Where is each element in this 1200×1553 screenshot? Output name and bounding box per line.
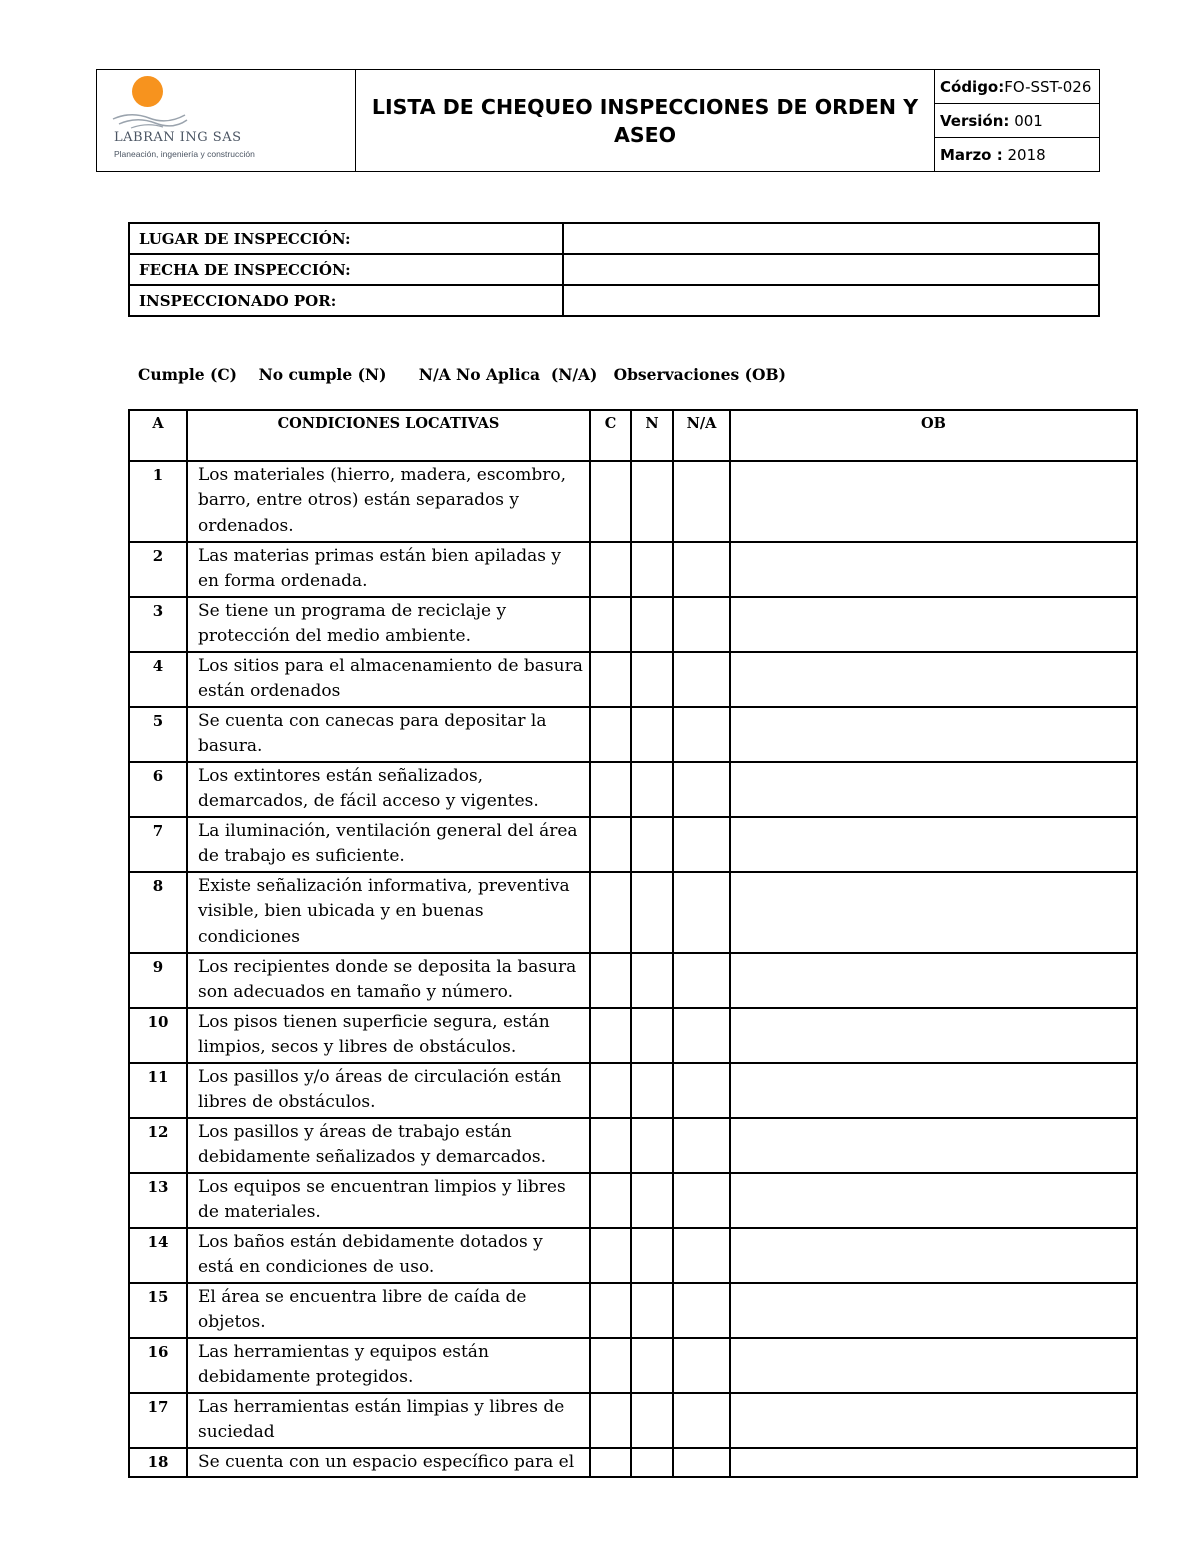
item-observaciones-cell[interactable] (730, 1228, 1137, 1283)
item-no-cumple-cell[interactable] (631, 1118, 673, 1173)
item-no-aplica-cell[interactable] (673, 953, 730, 1008)
header-ob: OB (730, 410, 1137, 461)
header-n: N (631, 410, 673, 461)
item-no-cumple-cell[interactable] (631, 1338, 673, 1393)
header-desc: CONDICIONES LOCATIVAS (187, 410, 590, 461)
item-cumple-cell[interactable] (590, 1283, 631, 1338)
item-number: 3 (129, 597, 187, 652)
item-condition: Se cuenta con un espacio específico para el (187, 1448, 590, 1477)
item-no-aplica-cell[interactable] (673, 1448, 730, 1477)
item-no-aplica-cell[interactable] (673, 1283, 730, 1338)
item-condition: Los extintores están señalizados, demarcados, de fácil acceso y vigentes. (187, 762, 590, 817)
item-no-cumple-cell[interactable] (631, 461, 673, 542)
item-no-cumple-cell[interactable] (631, 817, 673, 872)
item-no-aplica-cell[interactable] (673, 762, 730, 817)
item-observaciones-cell[interactable] (730, 1393, 1137, 1448)
checklist-header-row (129, 410, 1137, 461)
item-no-cumple-cell[interactable] (631, 1228, 673, 1283)
logo-company-name: LABRAN ING SAS (114, 130, 242, 145)
header-num: A (129, 410, 187, 461)
checklist-table (128, 409, 1138, 1478)
item-no-aplica-cell[interactable] (673, 1228, 730, 1283)
item-no-cumple-cell[interactable] (631, 1063, 673, 1118)
item-observaciones-cell[interactable] (730, 597, 1137, 652)
item-condition: Existe señalización informativa, preventiva visible, bien ubicada y en buenas condiciones (187, 872, 590, 953)
item-number: 10 (129, 1008, 187, 1063)
item-cumple-cell[interactable] (590, 597, 631, 652)
item-no-cumple-cell[interactable] (631, 872, 673, 953)
item-number: 13 (129, 1173, 187, 1228)
item-no-cumple-cell[interactable] (631, 652, 673, 707)
item-observaciones-cell[interactable] (730, 1063, 1137, 1118)
item-observaciones-cell[interactable] (730, 953, 1137, 1008)
item-number: 15 (129, 1283, 187, 1338)
checklist-row (129, 1393, 1137, 1448)
fecha-inspeccion-field[interactable] (563, 254, 1099, 285)
item-condition: Los baños están debidamente dotados y está en condiciones de uso. (187, 1228, 590, 1283)
fecha-label: Marzo : (940, 145, 1003, 164)
item-number: 17 (129, 1393, 187, 1448)
item-condition: Los equipos se encuentran limpios y libres de materiales. (187, 1173, 590, 1228)
item-cumple-cell[interactable] (590, 652, 631, 707)
item-no-aplica-cell[interactable] (673, 1338, 730, 1393)
logo-tagline: Planeación, ingeniería y construcción (114, 149, 255, 159)
item-no-aplica-cell[interactable] (673, 1063, 730, 1118)
item-cumple-cell[interactable] (590, 762, 631, 817)
checklist-row (129, 872, 1137, 953)
codigo-value: FO-SST-026 (1004, 77, 1092, 96)
item-no-aplica-cell[interactable] (673, 542, 730, 597)
item-observaciones-cell[interactable] (730, 1338, 1137, 1393)
item-observaciones-cell[interactable] (730, 707, 1137, 762)
item-observaciones-cell[interactable] (730, 1173, 1137, 1228)
header-c: C (590, 410, 631, 461)
header-na: N/A (673, 410, 730, 461)
codigo-label: Código: (940, 77, 1005, 96)
checklist-row (129, 652, 1137, 707)
item-condition: Las herramientas están limpias y libres de suciedad (187, 1393, 590, 1448)
item-condition: Los sitios para el almacenamiento de basura están ordenados (187, 652, 590, 707)
checklist-row (129, 762, 1137, 817)
item-no-aplica-cell[interactable] (673, 1393, 730, 1448)
item-no-cumple-cell[interactable] (631, 542, 673, 597)
inspector-row (129, 285, 1099, 316)
document-meta (935, 70, 1099, 171)
lugar-label: LUGAR DE INSPECCIÓN: (129, 223, 563, 254)
checklist-row (129, 953, 1137, 1008)
item-number: 11 (129, 1063, 187, 1118)
item-cumple-cell[interactable] (590, 817, 631, 872)
item-observaciones-cell[interactable] (730, 762, 1137, 817)
item-cumple-cell[interactable] (590, 461, 631, 542)
item-number: 16 (129, 1338, 187, 1393)
lugar-row (129, 223, 1099, 254)
item-no-aplica-cell[interactable] (673, 872, 730, 953)
item-observaciones-cell[interactable] (730, 652, 1137, 707)
item-cumple-cell[interactable] (590, 1118, 631, 1173)
version-label: Versión: (940, 111, 1010, 130)
item-no-cumple-cell[interactable] (631, 597, 673, 652)
checklist-row (129, 817, 1137, 872)
item-observaciones-cell[interactable] (730, 1118, 1137, 1173)
item-no-aplica-cell[interactable] (673, 652, 730, 707)
fecha-row (935, 138, 1099, 171)
fecha-inspeccion-label: FECHA DE INSPECCIÓN: (129, 254, 563, 285)
item-no-cumple-cell[interactable] (631, 1393, 673, 1448)
item-cumple-cell[interactable] (590, 707, 631, 762)
waves-icon (109, 103, 189, 129)
item-condition: Los pasillos y áreas de trabajo están debidamente señalizados y demarcados. (187, 1118, 590, 1173)
item-condition: Se cuenta con canecas para depositar la basura. (187, 707, 590, 762)
item-no-aplica-cell[interactable] (673, 1118, 730, 1173)
item-cumple-cell[interactable] (590, 1008, 631, 1063)
item-condition: Los pisos tienen superficie segura, están limpios, secos y libres de obstáculos. (187, 1008, 590, 1063)
item-no-aplica-cell[interactable] (673, 1173, 730, 1228)
item-condition: Las materias primas están bien apiladas y en forma ordenada. (187, 542, 590, 597)
item-cumple-cell[interactable] (590, 1338, 631, 1393)
item-number: 9 (129, 953, 187, 1008)
item-no-cumple-cell[interactable] (631, 953, 673, 1008)
checklist-row (129, 597, 1137, 652)
checklist-row (129, 1173, 1137, 1228)
item-no-cumple-cell[interactable] (631, 1008, 673, 1063)
item-no-aplica-cell[interactable] (673, 817, 730, 872)
item-no-cumple-cell[interactable] (631, 707, 673, 762)
inspection-info-table (128, 222, 1100, 317)
checklist-row (129, 461, 1137, 542)
item-cumple-cell[interactable] (590, 872, 631, 953)
item-observaciones-cell[interactable] (730, 542, 1137, 597)
item-condition: La iluminación, ventilación general del área de trabajo es suficiente. (187, 817, 590, 872)
item-cumple-cell[interactable] (590, 953, 631, 1008)
checklist-row (129, 1118, 1137, 1173)
item-number: 7 (129, 817, 187, 872)
checklist-row (129, 1448, 1137, 1477)
item-number: 18 (129, 1448, 187, 1477)
item-no-aplica-cell[interactable] (673, 461, 730, 542)
item-cumple-cell[interactable] (590, 1228, 631, 1283)
checklist-body (129, 461, 1137, 1477)
item-number: 6 (129, 762, 187, 817)
lugar-field[interactable] (563, 223, 1099, 254)
item-observaciones-cell[interactable] (730, 461, 1137, 542)
item-no-aplica-cell[interactable] (673, 707, 730, 762)
item-observaciones-cell[interactable] (730, 1008, 1137, 1063)
item-cumple-cell[interactable] (590, 1393, 631, 1448)
item-number: 4 (129, 652, 187, 707)
codigo-row (935, 70, 1099, 104)
item-condition: El área se encuentra libre de caída de objetos. (187, 1283, 590, 1338)
item-observaciones-cell[interactable] (730, 872, 1137, 953)
item-cumple-cell[interactable] (590, 542, 631, 597)
item-condition: Los recipientes donde se deposita la basura son adecuados en tamaño y número. (187, 953, 590, 1008)
item-cumple-cell[interactable] (590, 1173, 631, 1228)
item-condition: Los pasillos y/o áreas de circulación están libres de obstáculos. (187, 1063, 590, 1118)
legend: Cumple (C) No cumple (N) N/A No Aplica (N/A) Observaciones (OB) (138, 365, 786, 384)
inspector-field[interactable] (563, 285, 1099, 316)
item-no-aplica-cell[interactable] (673, 597, 730, 652)
item-condition: Los materiales (hierro, madera, escombro, barro, entre otros) están separados y ordenados. (187, 461, 590, 542)
item-number: 8 (129, 872, 187, 953)
item-number: 5 (129, 707, 187, 762)
checklist-row (129, 1338, 1137, 1393)
item-cumple-cell[interactable] (590, 1448, 631, 1477)
item-no-cumple-cell[interactable] (631, 1173, 673, 1228)
checklist-row (129, 542, 1137, 597)
inspector-label: INSPECCIONADO POR: (129, 285, 563, 316)
checklist-row (129, 1228, 1137, 1283)
fecha-inspeccion-row (129, 254, 1099, 285)
version-value: 001 (1014, 111, 1043, 130)
document-title: LISTA DE CHEQUEO INSPECCIONES DE ORDEN Y ASEO (356, 70, 935, 171)
item-number: 14 (129, 1228, 187, 1283)
item-observaciones-cell[interactable] (730, 1283, 1137, 1338)
item-number: 12 (129, 1118, 187, 1173)
item-observaciones-cell[interactable] (730, 1448, 1137, 1477)
fecha-value: 2018 (1007, 145, 1046, 164)
item-no-cumple-cell[interactable] (631, 1283, 673, 1338)
item-no-cumple-cell[interactable] (631, 1448, 673, 1477)
item-condition: Las herramientas y equipos están debidamente protegidos. (187, 1338, 590, 1393)
checklist-row (129, 1008, 1137, 1063)
version-row (935, 104, 1099, 138)
company-logo (97, 70, 356, 171)
item-number: 1 (129, 461, 187, 542)
item-cumple-cell[interactable] (590, 1063, 631, 1118)
item-no-cumple-cell[interactable] (631, 762, 673, 817)
item-observaciones-cell[interactable] (730, 817, 1137, 872)
item-no-aplica-cell[interactable] (673, 1008, 730, 1063)
item-number: 2 (129, 542, 187, 597)
document-header (96, 69, 1100, 172)
checklist-row (129, 1283, 1137, 1338)
checklist-row (129, 707, 1137, 762)
item-condition: Se tiene un programa de reciclaje y protección del medio ambiente. (187, 597, 590, 652)
checklist-row (129, 1063, 1137, 1118)
